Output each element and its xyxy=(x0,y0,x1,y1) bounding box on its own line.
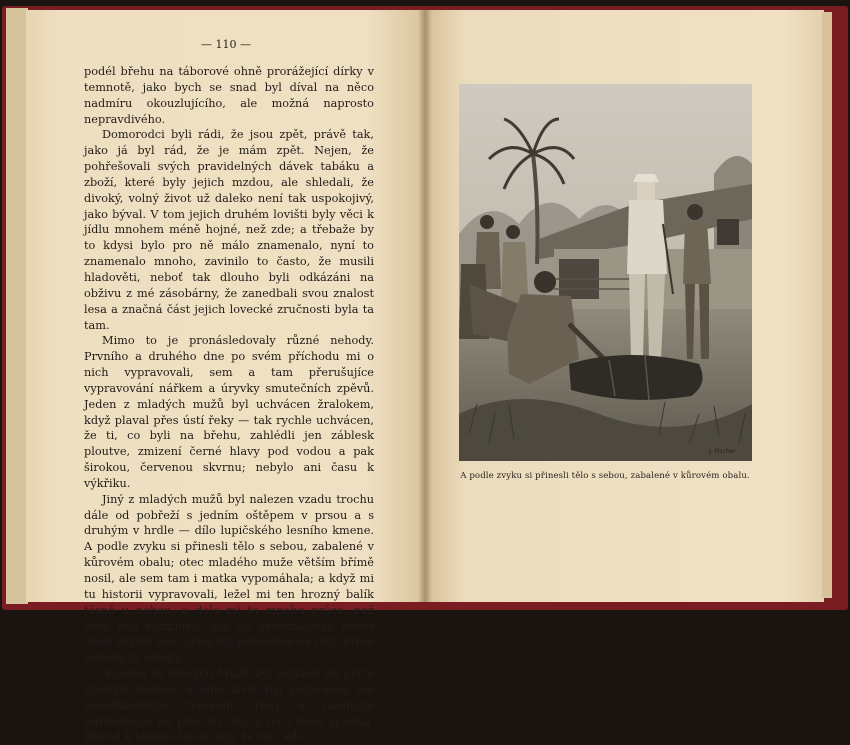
paragraph: Mimo to je pronásledovaly různé nehody. Prvního a druhého dne po svém příchodu mi o nich vypravovali, sem a tam přerušujíce vypravování nářkem a úryvky smutečních zpěvů. Jeden z mladých mužů byl uchvácen žralokem, když plaval přes ústí řeky — tak rychle uchvácen, že ti, co byli na břehu, zahlédli jen záblesk ploutve, zmizení černé hlavy pod vodou a pak širokou, červenou skvrnu; nebylo ani času k výkřiku. xyxy=(84,334,374,490)
illustration-signature: J. Fischer xyxy=(709,448,736,455)
illustration xyxy=(459,84,752,461)
paragraph: A jeden ze Starých Mužů byl uštknut do prstu hnědým hadem, a jeho život byl zachráněn jen bezodkladným vyssáním rány a násilným udržováním ho plné tři dny a noci beze spánku. Důvod k tomuto léčení byl, že ten, kdo xyxy=(84,667,374,744)
left-page-body xyxy=(84,64,374,745)
page-edges-left xyxy=(6,8,28,604)
page-number: — 110 — xyxy=(201,38,251,51)
illustration-drawing xyxy=(459,84,752,461)
illustration-caption: A podle zvyku si přinesli tělo s sebou, zabalené v kůrovém obalu. xyxy=(460,471,750,481)
paragraph: Domorodci byli rádi, že jsou zpět, právě tak, jako já byl rád, že je mám zpět. Nejen, že pohřešovali svých pravidelných dávek tabáku a zboží, které byly jejich mzdou, ale shledali, že divoký, volný život už daleko není tak uspokojivý, jako býval. V tom jejich druhém lovišti byly věci k jídlu mnohem méně hojné, než zde; a třebaže by to kdysi bylo pro ně málo znamenalo, nyní to znamenalo mnoho, zavinilo to často, že musili hladověti, neboť tak dlouho byli odkázáni na obživu z mé zásobárny, že zanedbali svou znalost lesa a značná část jejich lovecké zručnosti byla ta tam. xyxy=(84,128,374,332)
paragraph: podél břehu na táborové ohně prorážející dírky v temnotě, jako bych se snad byl díval na něco nadmíru okouzlujícího, ale možná naprosto nepravdivého. xyxy=(84,65,374,126)
book-gutter xyxy=(418,10,432,602)
page-edges-right xyxy=(822,12,832,598)
paragraph: Jiný z mladých mužů byl nalezen vzadu trochu dále od pobřeží s jedním oštěpem v prsou a s druhým v hrdle — dílo lupičského lesního kmene. A podle zvyku si přinesli tělo s sebou, zabalené v kůrovém obalu; otec mladého muže větším břímě nosil, ale sem tam i matka vypomáhala; a když mi tu historii vypravovali, ležel mi ten hrozný balík těsně u nohou, a dalo mi to mnoho práce, než jsem otci rozmluvil, aby ho nerozbaloval, neboť chtěl zvýšiti mou sympatii pohledem na díry, které udělaly ty oštěpy. xyxy=(84,492,374,665)
